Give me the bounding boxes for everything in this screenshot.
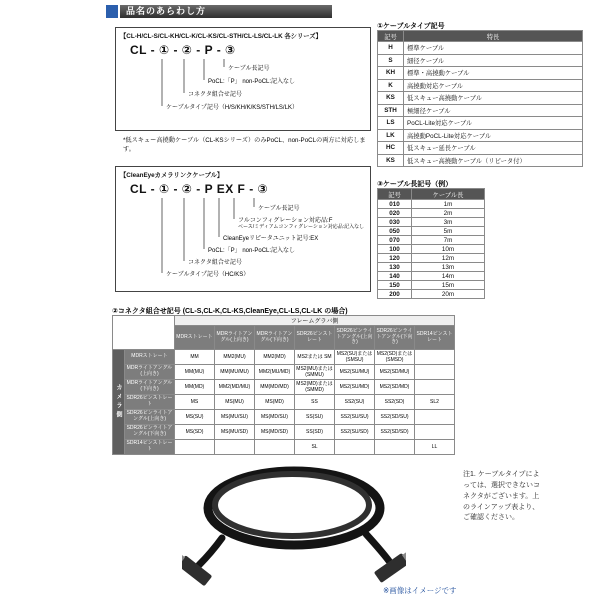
combo-code: MS2(SD/MU): [375, 365, 415, 380]
matrix-row-header: SDR26ピンストレート: [125, 395, 175, 410]
image-disclaimer-note: ※画像はイメージです: [383, 586, 457, 595]
combo-code: MS2(SU/MU): [335, 365, 375, 380]
combo-code: SS2(SU/SU): [335, 410, 375, 425]
connector-combination-table-wrap: [112, 315, 455, 455]
type-symbol: STH: [378, 104, 404, 117]
type-symbol: LS: [378, 117, 404, 130]
cable-length-table-label: ③ケーブル長記号（例）: [377, 181, 453, 188]
combo-code: MS2(SU/MD): [335, 380, 375, 395]
section-header: [106, 5, 332, 18]
combo-code: MS(MD/SD): [255, 425, 295, 440]
length-value: 10m: [412, 245, 485, 254]
length-symbol: 150: [378, 281, 412, 290]
combo-code: LL: [415, 440, 455, 455]
length-symbol: 130: [378, 263, 412, 272]
combo-code: MS: [175, 395, 215, 410]
matrix-column-header: MDRストレート: [175, 326, 215, 350]
table-row: [378, 42, 583, 55]
combo-code: MS(MU): [215, 395, 255, 410]
table-row: [378, 142, 583, 155]
combo-code: MM(MD): [175, 380, 215, 395]
series-naming-box: [115, 27, 371, 131]
table-row: [378, 290, 485, 299]
matrix-column-header: MDRライトアングル(上向き): [215, 326, 255, 350]
combo-code: MS(MU/SD): [215, 425, 255, 440]
length-symbol: 200: [378, 290, 412, 299]
type-symbol: KH: [378, 67, 404, 80]
length-symbol: 030: [378, 218, 412, 227]
connector-combination-table: [112, 315, 455, 455]
type-symbol: S: [378, 54, 404, 67]
matrix-row: [113, 380, 455, 395]
cable-length-table: [377, 188, 485, 299]
frame-grabber-side-label: フレームグラバ側: [175, 316, 455, 326]
matrix-row-header: MDRライトアングル(上向き): [125, 365, 175, 380]
combo-code: SL2: [415, 395, 455, 410]
series-footnote: *低スキュー高撓動ケーブル（CL-KSシリーズ）のみPoCL、non-PoCLの両方に対応します。: [123, 137, 366, 153]
combo-code: MS(MD): [255, 395, 295, 410]
table-row: [378, 54, 583, 67]
length-value: 3m: [412, 218, 485, 227]
matrix-row-header: SDR14ピンストレート: [125, 440, 175, 455]
type-symbol: KS: [378, 92, 404, 105]
length-value: 2m: [412, 209, 485, 218]
length-value: 12m: [412, 254, 485, 263]
connector-table-label: ②コネクタ組合せ記号 (CL-S,CL-K,CL-KS,CleanEye,CL-LS,CL-LK の場合): [112, 308, 348, 315]
length-symbol: 070: [378, 236, 412, 245]
combo-code: SS: [295, 395, 335, 410]
table-row: [378, 254, 485, 263]
length-value: 1m: [412, 200, 485, 209]
table-row: [378, 209, 485, 218]
cleaneye-box-title: 【CleanEyeカメラリンクケーブル】: [120, 172, 224, 179]
callout-cable-type: ケーブルタイプ記号（HC/KS）: [166, 272, 250, 278]
matrix-row: [113, 425, 455, 440]
combo-code: MS2(SU)または(SMSU): [335, 350, 375, 365]
column-header-symbol: 記号: [378, 189, 412, 200]
combo-code: MS(MD/SU): [255, 410, 295, 425]
table-row: [378, 129, 583, 142]
camera-side-label: カメラ側: [113, 350, 125, 455]
combo-code: MS2(MD)または(SMMD): [296, 381, 333, 393]
series-box-title: 【CL-H/CL-S/CL-KH/CL-K/CL-KS/CL-STH/CL-LS/CL-LK 各シリーズ】: [120, 33, 322, 40]
series-part-number-formula: CL - ① - ② - P - ③: [130, 43, 236, 57]
length-value: 5m: [412, 227, 485, 236]
combo-code: MM2(MU): [215, 350, 255, 365]
callout-pocl: PoCL:「P」 non-PoCL:記入なし: [208, 248, 296, 254]
type-feature: 高撓動PoCL-Lite対応ケーブル: [404, 129, 583, 142]
combo-code: SS2(SD/SU): [375, 410, 415, 425]
combo-code: MM2(MD): [255, 350, 295, 365]
matrix-column-header: SDR14ピンストレート: [415, 326, 455, 350]
type-symbol: LK: [378, 129, 404, 142]
table-row: [378, 200, 485, 209]
table-row: [378, 272, 485, 281]
combo-code: MS2または SM: [295, 350, 335, 365]
matrix-row: [113, 410, 455, 425]
cable-type-table-label: ①ケーブルタイプ記号: [377, 23, 445, 30]
cleaneye-part-number-formula: CL - ① - ② - P EX F - ③: [130, 182, 269, 196]
callout-full-config: フルコンフィグレーション対応品:F: [238, 218, 333, 224]
length-value: 20m: [412, 290, 485, 299]
matrix-row-header: SDR26ピンライトアングル(下向き): [125, 425, 175, 440]
matrix-row-header: SDR26ピンライトアングル(上向き): [125, 410, 175, 425]
matrix-row: [113, 350, 455, 365]
type-feature: PoCL-Lite対応ケーブル: [404, 117, 583, 130]
callout-repeater-unit: CleanEyeリピータユニット記号:EX: [223, 236, 319, 242]
connector-availability-note: 注1. ケーブルタイプによっては、選択できないコネクタがございます。上のラインアップ表より、ご確認ください。: [463, 471, 540, 522]
matrix-group-header-row: [113, 316, 455, 326]
matrix-row-header: MDRストレート: [125, 350, 175, 365]
combo-code: MM2(MD/MU): [215, 380, 255, 395]
table-row: [378, 218, 485, 227]
callout-pocl: PoCL:「P」 non-PoCL:記入なし: [208, 79, 296, 85]
combo-code: MM(MU/MU): [215, 365, 255, 380]
type-feature: 標準・高撓動ケーブル: [404, 67, 583, 80]
combo-code: SS2(SU): [335, 395, 375, 410]
combo-code: MM(MD/MD): [255, 380, 295, 395]
callout-connector-combo: コネクタ組合せ記号: [188, 260, 242, 266]
type-feature: 細径ケーブル: [404, 54, 583, 67]
length-value: 13m: [412, 263, 485, 272]
combo-code: SS2(SD): [375, 395, 415, 410]
page-title: 品名のあらわし方: [120, 5, 332, 18]
table-header-row: [378, 189, 485, 200]
type-symbol: H: [378, 42, 404, 55]
table-row: [378, 236, 485, 245]
combo-code: MS2(SD/MD): [375, 380, 415, 395]
combo-code: MS(MU/SU): [215, 410, 255, 425]
length-value: 15m: [412, 281, 485, 290]
callout-cable-length: ケーブル長記号: [258, 206, 300, 212]
matrix-column-header: SDR26ピンストレート: [295, 326, 335, 350]
table-row: [378, 67, 583, 80]
table-header-row: [378, 31, 583, 42]
table-row: [378, 92, 583, 105]
combo-code: MM(MU): [175, 365, 215, 380]
type-feature: 高撓動対応ケーブル: [404, 79, 583, 92]
combo-code: SS(SD): [295, 425, 335, 440]
length-symbol: 120: [378, 254, 412, 263]
combo-code: SS(SU): [295, 410, 335, 425]
table-row: [378, 245, 485, 254]
combo-code: [415, 365, 455, 380]
matrix-column-header: MDRライトアングル(下向き): [255, 326, 295, 350]
table-row: [378, 154, 583, 167]
type-feature: 極細径ケーブル: [404, 104, 583, 117]
combo-code: [415, 350, 455, 365]
combo-code: MS(SD): [175, 425, 215, 440]
type-symbol: HC: [378, 142, 404, 155]
matrix-row-header: MDRライトアングル(下向き): [125, 380, 175, 395]
table-row: [378, 281, 485, 290]
type-feature: 標準ケーブル: [404, 42, 583, 55]
cable-connector-right: [374, 549, 406, 583]
combo-code: [415, 410, 455, 425]
length-symbol: 020: [378, 209, 412, 218]
matrix-column-header: SDR26ピンライトアングル(上向き): [335, 326, 375, 350]
length-symbol: 100: [378, 245, 412, 254]
combo-code: [415, 425, 455, 440]
combo-code: MS2(SD)または(SMSD): [375, 350, 415, 365]
callout-cable-length: ケーブル長記号: [228, 66, 270, 72]
type-feature: 低スキュー高撓動ケーブル: [404, 92, 583, 105]
combo-code: MM2(MU/MD): [255, 365, 295, 380]
callout-base-medium-config: ベース/ミディアムコンフィグレーション対応品:記入なし: [238, 224, 365, 230]
header-accent-square-icon: [106, 5, 118, 18]
combo-code: MS(SU): [175, 410, 215, 425]
matrix-row: [113, 365, 455, 380]
matrix-row: [113, 395, 455, 410]
combo-code: MM: [175, 350, 215, 365]
type-symbol: K: [378, 79, 404, 92]
table-row: [378, 117, 583, 130]
table-row: [378, 227, 485, 236]
combo-code: SS2(SU/SD): [335, 425, 375, 440]
cleaneye-naming-box: [115, 166, 371, 292]
matrix-column-header: SDR26ピンライトアングル(下向き): [375, 326, 415, 350]
callout-cable-type: ケーブルタイプ記号（H/S/KH/K/KS/STH/LS/LK）: [166, 105, 298, 111]
length-symbol: 010: [378, 200, 412, 209]
combo-code: MS2(MU)または(SMMU): [296, 366, 333, 378]
combo-code: SS2(SD/SD): [375, 425, 415, 440]
cable-product-photo: [182, 453, 406, 589]
table-row: [378, 79, 583, 92]
type-feature: 低スキュー延長ケーブル: [404, 142, 583, 155]
length-symbol: 050: [378, 227, 412, 236]
table-row: [378, 104, 583, 117]
callout-connector-combo: コネクタ組合せ記号: [188, 92, 242, 98]
length-value: 14m: [412, 272, 485, 281]
combo-code: SL: [295, 440, 335, 455]
type-feature: 低スキュー高撓動ケーブル（リピータ付）: [404, 154, 583, 167]
column-header-feature: 特長: [404, 31, 583, 42]
combo-code: [415, 380, 455, 395]
column-header-length: ケーブル長: [412, 189, 485, 200]
length-value: 7m: [412, 236, 485, 245]
length-symbol: 140: [378, 272, 412, 281]
table-row: [378, 263, 485, 272]
type-symbol: KS: [378, 154, 404, 167]
cable-type-table: [377, 30, 583, 167]
matrix-corner-cell: [113, 316, 175, 350]
column-header-symbol: 記号: [378, 31, 404, 42]
